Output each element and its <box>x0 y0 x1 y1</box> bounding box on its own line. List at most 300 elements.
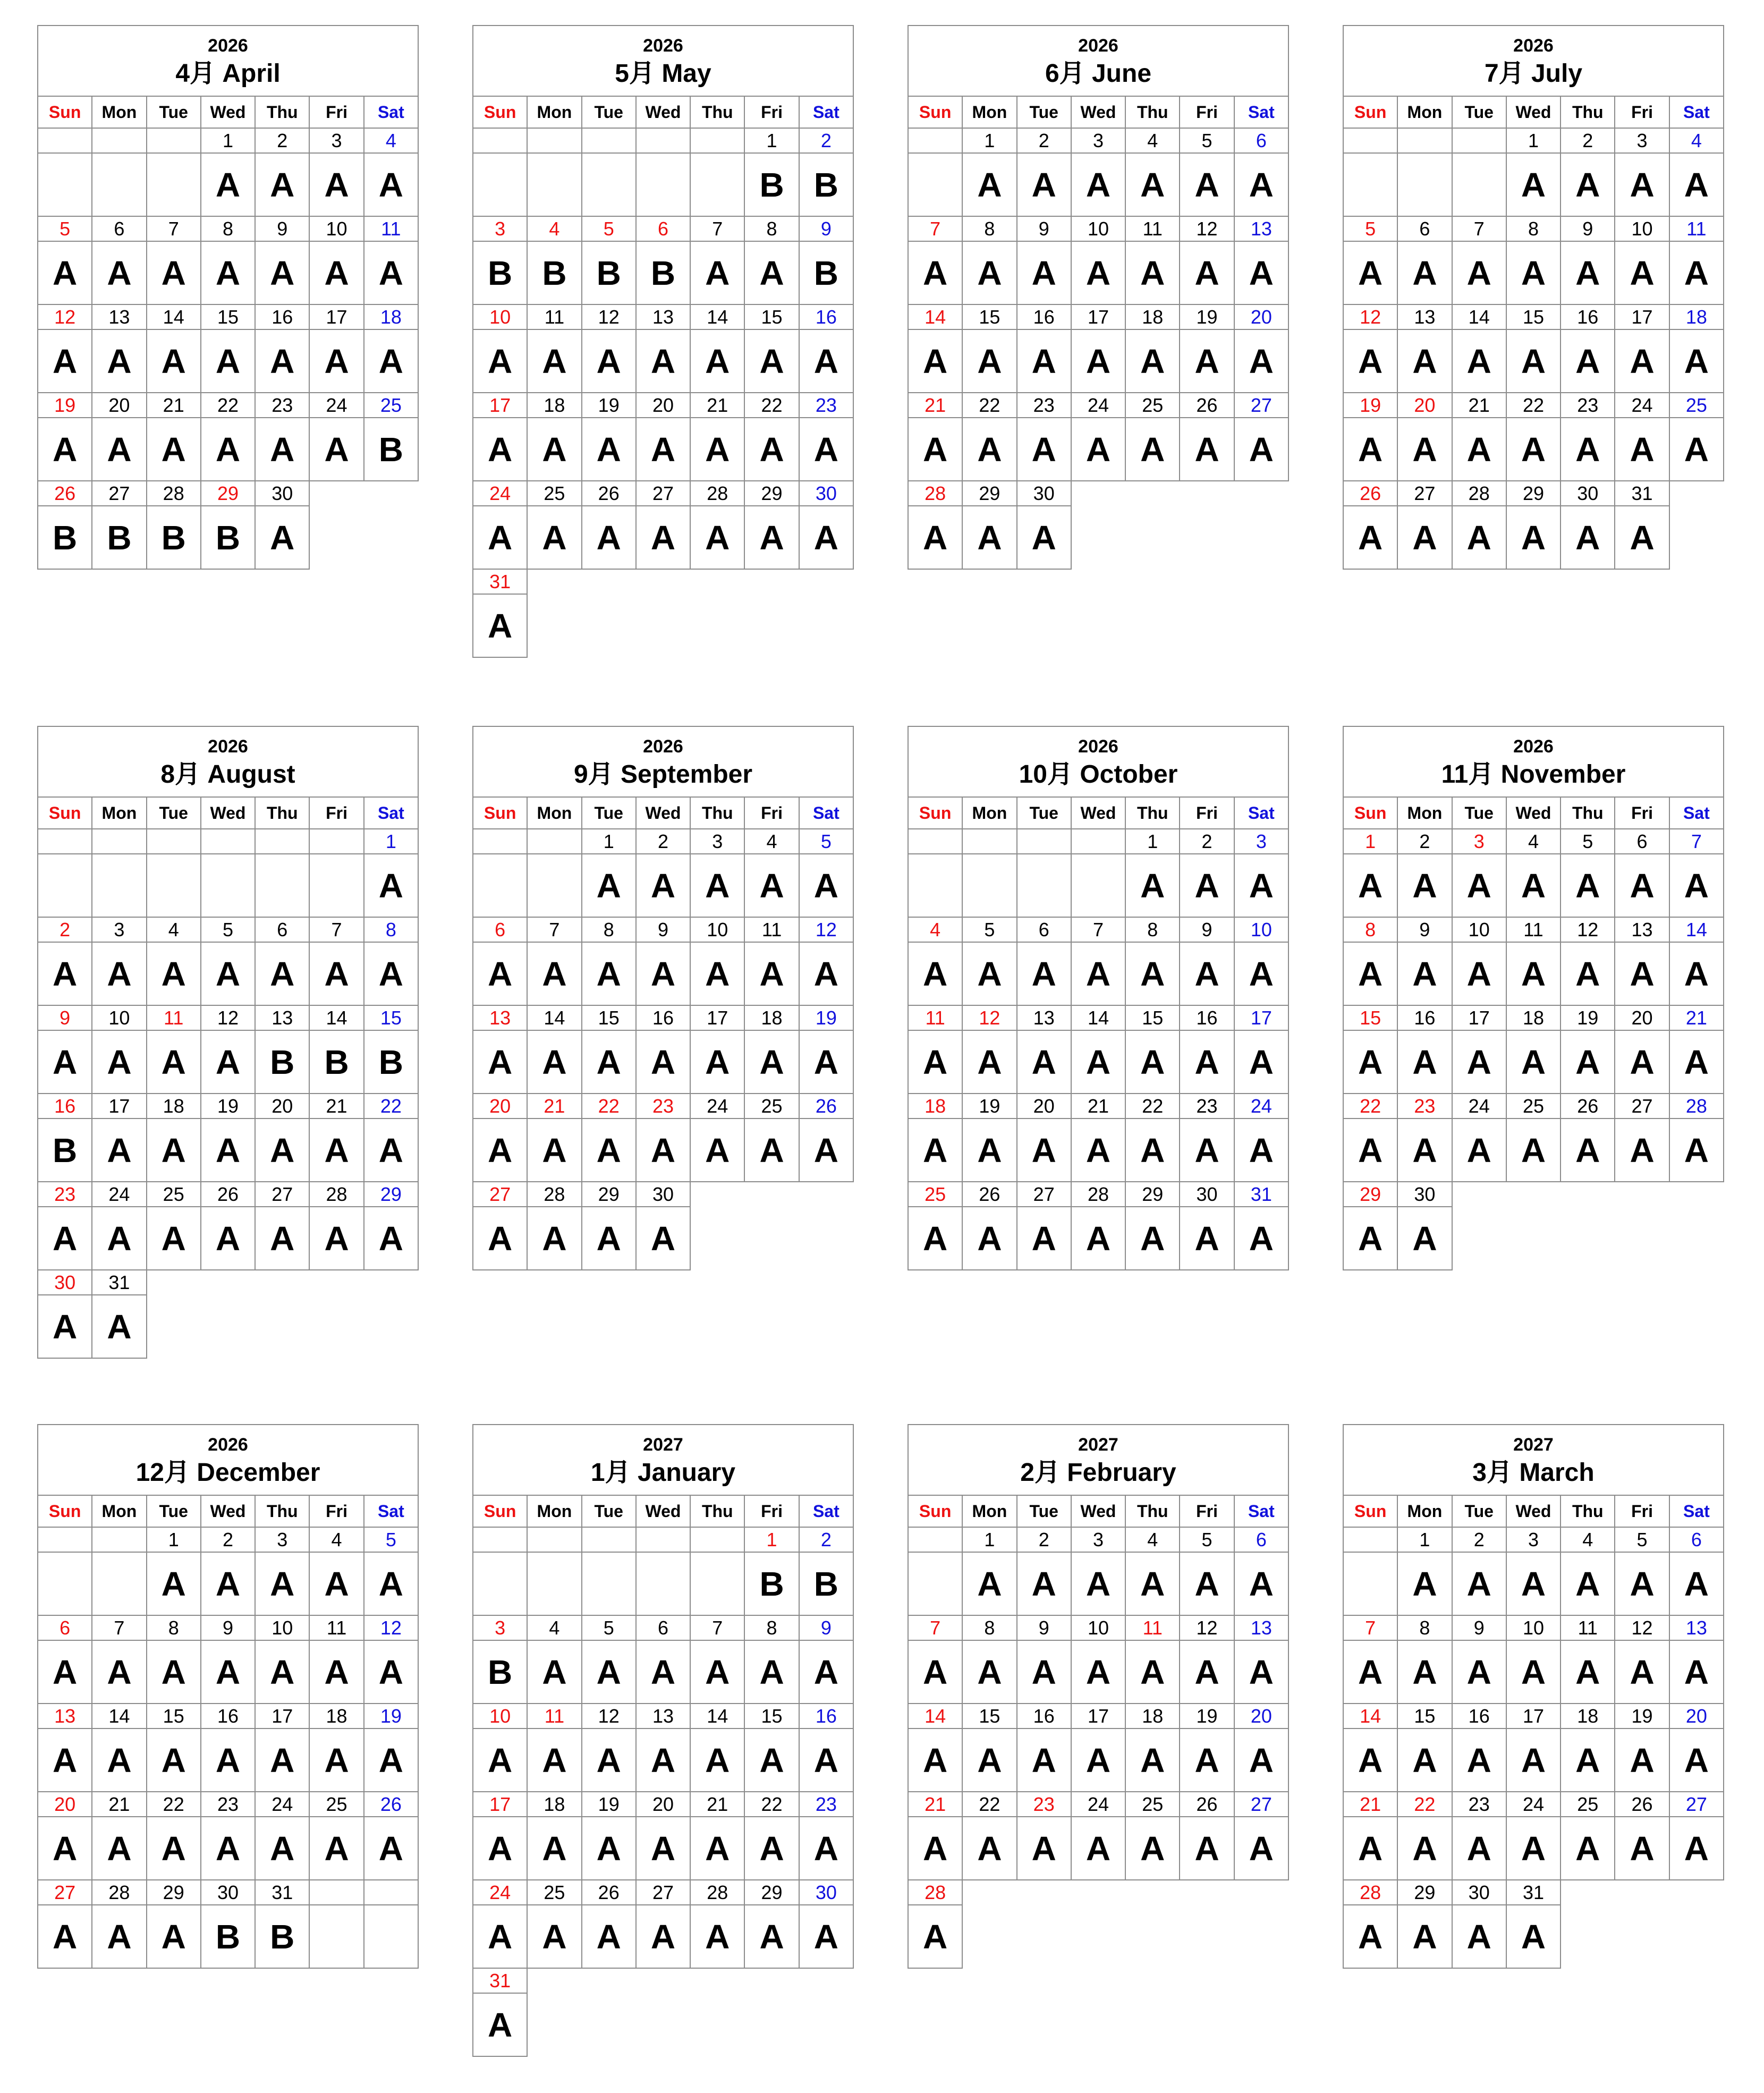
day-code[interactable]: A <box>473 594 527 657</box>
day-code[interactable]: A <box>690 1118 744 1182</box>
day-code[interactable]: A <box>582 329 636 393</box>
day-code[interactable]: A <box>147 1207 201 1270</box>
day-code[interactable]: A <box>690 418 744 481</box>
day-code[interactable]: A <box>1125 1552 1180 1615</box>
day-code[interactable]: A <box>1180 1640 1234 1704</box>
day-code[interactable]: A <box>1506 854 1561 917</box>
day-code[interactable]: A <box>364 153 418 216</box>
day-code[interactable]: A <box>1343 241 1397 304</box>
day-code[interactable]: A <box>962 1728 1016 1792</box>
day-code[interactable]: A <box>527 1817 581 1880</box>
day-code[interactable]: A <box>92 1817 146 1880</box>
day-code[interactable]: A <box>147 241 201 304</box>
day-code[interactable]: A <box>1669 1030 1724 1094</box>
day-code[interactable]: A <box>744 942 799 1005</box>
day-code[interactable]: A <box>1669 1552 1724 1615</box>
day-code[interactable]: A <box>364 329 418 393</box>
day-code[interactable]: A <box>908 942 962 1005</box>
day-code[interactable]: A <box>1506 1640 1561 1704</box>
day-code[interactable]: A <box>1397 506 1452 569</box>
day-code[interactable]: A <box>364 1817 418 1880</box>
day-code[interactable]: A <box>92 1905 146 1968</box>
day-code[interactable]: A <box>1397 1817 1452 1880</box>
day-code[interactable]: A <box>1397 418 1452 481</box>
day-code[interactable]: A <box>799 1817 853 1880</box>
day-code[interactable]: A <box>1071 329 1125 393</box>
day-code[interactable]: A <box>473 1993 527 2056</box>
day-code[interactable]: A <box>1071 1030 1125 1094</box>
day-code[interactable]: A <box>309 1817 363 1880</box>
day-code[interactable]: A <box>1125 418 1180 481</box>
day-code[interactable]: B <box>38 1118 92 1182</box>
day-code[interactable]: A <box>38 329 92 393</box>
day-code[interactable]: A <box>255 1118 309 1182</box>
day-code[interactable]: B <box>38 506 92 569</box>
day-code[interactable]: A <box>690 854 744 917</box>
day-code[interactable]: A <box>908 1118 962 1182</box>
day-code[interactable]: A <box>1343 854 1397 917</box>
day-code[interactable]: A <box>309 241 363 304</box>
day-code[interactable]: A <box>908 418 962 481</box>
day-code[interactable]: A <box>1452 1728 1506 1792</box>
day-code[interactable]: A <box>147 418 201 481</box>
day-code[interactable]: A <box>636 1118 690 1182</box>
day-code[interactable]: A <box>1071 1207 1125 1270</box>
day-code[interactable]: A <box>201 1817 255 1880</box>
day-code[interactable]: A <box>1343 329 1397 393</box>
day-code[interactable]: A <box>201 1728 255 1792</box>
day-code[interactable]: A <box>147 1552 201 1615</box>
day-code[interactable]: A <box>962 1030 1016 1094</box>
day-code[interactable]: A <box>201 418 255 481</box>
day-code[interactable]: A <box>309 1728 363 1792</box>
day-code[interactable]: B <box>799 153 853 216</box>
day-code[interactable]: A <box>92 1728 146 1792</box>
day-code[interactable]: A <box>908 1640 962 1704</box>
day-code[interactable]: A <box>690 1030 744 1094</box>
day-code[interactable]: A <box>1180 1030 1234 1094</box>
day-code[interactable]: A <box>1071 942 1125 1005</box>
day-code[interactable]: A <box>1343 1817 1397 1880</box>
day-code[interactable]: A <box>255 1640 309 1704</box>
day-code[interactable]: A <box>582 1207 636 1270</box>
day-code[interactable]: B <box>744 1552 799 1615</box>
day-code[interactable]: A <box>908 506 962 569</box>
day-code[interactable]: B <box>473 241 527 304</box>
day-code[interactable]: A <box>1017 1817 1071 1880</box>
day-code[interactable]: A <box>473 1118 527 1182</box>
day-code[interactable]: A <box>1506 942 1561 1005</box>
day-code[interactable]: A <box>1452 329 1506 393</box>
day-code[interactable]: A <box>1343 1118 1397 1182</box>
day-code[interactable]: A <box>527 1728 581 1792</box>
day-code[interactable]: A <box>744 1030 799 1094</box>
day-code[interactable]: A <box>1125 854 1180 917</box>
day-code[interactable]: A <box>1561 1728 1615 1792</box>
day-code[interactable]: A <box>527 942 581 1005</box>
day-code[interactable]: A <box>1561 241 1615 304</box>
day-code[interactable]: A <box>799 1030 853 1094</box>
day-code[interactable]: A <box>1615 1552 1669 1615</box>
day-code[interactable]: A <box>1452 1640 1506 1704</box>
day-code[interactable]: A <box>1125 153 1180 216</box>
day-code[interactable]: A <box>962 1817 1016 1880</box>
day-code[interactable]: A <box>908 1905 962 1968</box>
day-code[interactable]: A <box>364 1207 418 1270</box>
day-code[interactable]: A <box>1125 1640 1180 1704</box>
day-code[interactable]: A <box>527 1030 581 1094</box>
day-code[interactable]: A <box>364 241 418 304</box>
day-code[interactable]: A <box>1397 1118 1452 1182</box>
day-code[interactable]: A <box>1452 1030 1506 1094</box>
day-code[interactable]: A <box>799 506 853 569</box>
day-code[interactable]: A <box>92 1030 146 1094</box>
day-code[interactable]: A <box>92 241 146 304</box>
day-code[interactable]: A <box>799 854 853 917</box>
day-code[interactable]: A <box>473 418 527 481</box>
day-code[interactable]: A <box>364 1118 418 1182</box>
day-code[interactable]: A <box>309 1552 363 1615</box>
day-code[interactable]: A <box>255 1552 309 1615</box>
day-code[interactable]: A <box>744 854 799 917</box>
day-code[interactable]: A <box>1452 1552 1506 1615</box>
day-code[interactable]: A <box>962 942 1016 1005</box>
day-code[interactable]: A <box>201 1640 255 1704</box>
day-code[interactable]: A <box>473 1207 527 1270</box>
day-code[interactable]: A <box>309 153 363 216</box>
day-code[interactable]: A <box>1017 942 1071 1005</box>
day-code[interactable]: A <box>1397 1728 1452 1792</box>
day-code[interactable]: A <box>1561 1640 1615 1704</box>
day-code[interactable]: A <box>1506 1817 1561 1880</box>
day-code[interactable]: A <box>1452 1817 1506 1880</box>
day-code[interactable]: A <box>1615 1817 1669 1880</box>
day-code[interactable]: A <box>1615 1118 1669 1182</box>
day-code[interactable]: A <box>799 329 853 393</box>
day-code[interactable]: A <box>1125 1207 1180 1270</box>
day-code[interactable]: A <box>1506 1552 1561 1615</box>
day-code[interactable]: A <box>1234 1207 1288 1270</box>
day-code[interactable]: A <box>582 1728 636 1792</box>
day-code[interactable]: A <box>908 241 962 304</box>
day-code[interactable]: A <box>636 1905 690 1968</box>
day-code[interactable]: A <box>582 1640 636 1704</box>
day-code[interactable]: A <box>690 1640 744 1704</box>
day-code[interactable]: B <box>255 1030 309 1094</box>
day-code[interactable]: A <box>201 1118 255 1182</box>
day-code[interactable]: A <box>908 1207 962 1270</box>
day-code[interactable]: A <box>1071 418 1125 481</box>
day-code[interactable]: A <box>1452 241 1506 304</box>
day-code[interactable]: A <box>147 1728 201 1792</box>
day-code[interactable]: A <box>799 1905 853 1968</box>
day-code[interactable]: A <box>1125 1118 1180 1182</box>
day-code[interactable]: A <box>1017 153 1071 216</box>
day-code[interactable]: A <box>636 854 690 917</box>
day-code[interactable]: A <box>1125 1728 1180 1792</box>
day-code[interactable]: A <box>473 506 527 569</box>
day-code[interactable]: A <box>364 942 418 1005</box>
day-code[interactable]: A <box>690 1905 744 1968</box>
day-code[interactable]: A <box>1506 241 1561 304</box>
day-code[interactable]: A <box>1071 1728 1125 1792</box>
day-code[interactable]: A <box>690 329 744 393</box>
day-code[interactable]: A <box>92 1207 146 1270</box>
day-code[interactable]: B <box>527 241 581 304</box>
day-code[interactable]: B <box>364 1030 418 1094</box>
day-code[interactable]: B <box>744 153 799 216</box>
day-code[interactable]: A <box>364 1552 418 1615</box>
day-code[interactable]: A <box>1125 1817 1180 1880</box>
day-code[interactable]: B <box>147 506 201 569</box>
day-code[interactable]: A <box>1180 1207 1234 1270</box>
day-code[interactable]: A <box>527 1118 581 1182</box>
day-code[interactable]: A <box>527 329 581 393</box>
day-code[interactable]: A <box>1343 418 1397 481</box>
day-code[interactable]: A <box>1669 854 1724 917</box>
day-code[interactable]: B <box>799 1552 853 1615</box>
day-code[interactable]: A <box>201 942 255 1005</box>
day-code[interactable]: A <box>1669 329 1724 393</box>
day-code[interactable]: A <box>309 418 363 481</box>
day-code[interactable]: A <box>1506 418 1561 481</box>
day-code[interactable]: A <box>744 506 799 569</box>
day-code[interactable]: A <box>255 241 309 304</box>
day-code[interactable]: A <box>1615 418 1669 481</box>
day-code[interactable]: B <box>582 241 636 304</box>
day-code[interactable]: A <box>38 1728 92 1792</box>
day-code[interactable]: A <box>1452 942 1506 1005</box>
day-code[interactable]: A <box>744 329 799 393</box>
day-code[interactable]: A <box>744 241 799 304</box>
day-code[interactable]: A <box>1506 1030 1561 1094</box>
day-code[interactable]: A <box>92 329 146 393</box>
day-code[interactable]: A <box>92 1118 146 1182</box>
day-code[interactable]: A <box>1615 854 1669 917</box>
day-code[interactable]: A <box>1561 1817 1615 1880</box>
day-code[interactable]: A <box>201 1030 255 1094</box>
day-code[interactable]: A <box>1452 1118 1506 1182</box>
day-code[interactable]: A <box>1180 942 1234 1005</box>
day-code[interactable]: A <box>1234 1030 1288 1094</box>
day-code[interactable]: A <box>962 241 1016 304</box>
day-code[interactable]: A <box>1180 1552 1234 1615</box>
day-code[interactable]: A <box>744 1118 799 1182</box>
day-code[interactable]: A <box>255 1817 309 1880</box>
day-code[interactable]: A <box>527 1640 581 1704</box>
day-code[interactable]: A <box>582 506 636 569</box>
day-code[interactable]: A <box>1561 153 1615 216</box>
day-code[interactable]: A <box>744 418 799 481</box>
day-code[interactable]: A <box>473 329 527 393</box>
day-code[interactable]: A <box>1397 1552 1452 1615</box>
day-code[interactable]: A <box>38 1640 92 1704</box>
day-code[interactable]: A <box>364 1728 418 1792</box>
day-code[interactable]: A <box>473 1030 527 1094</box>
day-code[interactable]: A <box>636 1030 690 1094</box>
day-code[interactable]: B <box>201 506 255 569</box>
day-code[interactable]: A <box>364 854 418 917</box>
day-code[interactable]: B <box>309 1030 363 1094</box>
day-code[interactable]: A <box>1615 1640 1669 1704</box>
day-code[interactable]: B <box>364 418 418 481</box>
day-code[interactable]: A <box>1615 241 1669 304</box>
day-code[interactable]: A <box>1452 1905 1506 1968</box>
day-code[interactable]: A <box>744 1817 799 1880</box>
day-code[interactable]: A <box>201 1207 255 1270</box>
day-code[interactable]: A <box>1669 1817 1724 1880</box>
day-code[interactable]: A <box>799 1640 853 1704</box>
day-code[interactable]: A <box>1234 942 1288 1005</box>
day-code[interactable]: A <box>309 942 363 1005</box>
day-code[interactable]: A <box>1180 1118 1234 1182</box>
day-code[interactable]: A <box>1180 153 1234 216</box>
day-code[interactable]: A <box>962 1552 1016 1615</box>
day-code[interactable]: A <box>582 1817 636 1880</box>
day-code[interactable]: A <box>962 1640 1016 1704</box>
day-code[interactable]: A <box>255 329 309 393</box>
day-code[interactable]: A <box>1071 1118 1125 1182</box>
day-code[interactable]: A <box>1234 1552 1288 1615</box>
day-code[interactable]: B <box>201 1905 255 1968</box>
day-code[interactable]: A <box>636 329 690 393</box>
day-code[interactable]: A <box>1506 153 1561 216</box>
day-code[interactable]: A <box>962 1207 1016 1270</box>
day-code[interactable]: A <box>636 942 690 1005</box>
day-code[interactable]: A <box>962 329 1016 393</box>
day-code[interactable]: A <box>92 942 146 1005</box>
day-code[interactable]: A <box>1343 1728 1397 1792</box>
day-code[interactable]: A <box>1669 153 1724 216</box>
day-code[interactable]: B <box>92 506 146 569</box>
day-code[interactable]: A <box>690 942 744 1005</box>
day-code[interactable]: A <box>1561 418 1615 481</box>
day-code[interactable]: A <box>1017 1030 1071 1094</box>
day-code[interactable]: A <box>1397 942 1452 1005</box>
day-code[interactable]: A <box>255 418 309 481</box>
day-code[interactable]: A <box>1343 1030 1397 1094</box>
day-code[interactable]: A <box>255 1728 309 1792</box>
day-code[interactable]: A <box>1180 418 1234 481</box>
day-code[interactable]: A <box>1397 854 1452 917</box>
day-code[interactable]: A <box>908 1030 962 1094</box>
day-code[interactable]: B <box>799 241 853 304</box>
day-code[interactable]: A <box>255 153 309 216</box>
day-code[interactable]: A <box>1180 854 1234 917</box>
day-code[interactable]: A <box>962 153 1016 216</box>
day-code[interactable]: A <box>38 241 92 304</box>
day-code[interactable]: A <box>309 329 363 393</box>
day-code[interactable]: A <box>1234 1640 1288 1704</box>
day-code[interactable]: A <box>201 1552 255 1615</box>
day-code[interactable]: A <box>92 1295 146 1358</box>
day-code[interactable]: A <box>1343 506 1397 569</box>
day-code[interactable]: A <box>1180 241 1234 304</box>
day-code[interactable]: A <box>1506 1118 1561 1182</box>
day-code[interactable]: A <box>1506 1905 1561 1968</box>
day-code[interactable]: A <box>1669 241 1724 304</box>
day-code[interactable]: A <box>1017 1207 1071 1270</box>
day-code[interactable]: A <box>1071 153 1125 216</box>
day-code[interactable]: A <box>1452 854 1506 917</box>
day-code[interactable]: A <box>1234 854 1288 917</box>
day-code[interactable]: A <box>1017 506 1071 569</box>
day-code[interactable]: A <box>799 1118 853 1182</box>
day-code[interactable]: A <box>473 1905 527 1968</box>
day-code[interactable]: A <box>1017 1640 1071 1704</box>
day-code[interactable]: A <box>1071 1817 1125 1880</box>
day-code[interactable]: A <box>962 1118 1016 1182</box>
day-code[interactable]: A <box>473 942 527 1005</box>
day-code[interactable]: A <box>1017 1552 1071 1615</box>
day-code[interactable]: A <box>473 1817 527 1880</box>
day-code[interactable]: A <box>38 1817 92 1880</box>
day-code[interactable]: A <box>582 1118 636 1182</box>
day-code[interactable]: A <box>364 1640 418 1704</box>
day-code[interactable]: A <box>1397 1640 1452 1704</box>
day-code[interactable]: A <box>1343 1905 1397 1968</box>
day-code[interactable]: A <box>92 418 146 481</box>
day-code[interactable]: A <box>1397 1030 1452 1094</box>
day-code[interactable]: A <box>1017 241 1071 304</box>
day-code[interactable]: A <box>92 1640 146 1704</box>
day-code[interactable]: A <box>744 1640 799 1704</box>
day-code[interactable]: A <box>799 418 853 481</box>
day-code[interactable]: A <box>147 942 201 1005</box>
day-code[interactable]: A <box>1234 418 1288 481</box>
day-code[interactable]: A <box>1615 1728 1669 1792</box>
day-code[interactable]: A <box>1561 1552 1615 1615</box>
day-code[interactable]: A <box>799 942 853 1005</box>
day-code[interactable]: A <box>690 506 744 569</box>
day-code[interactable]: A <box>1343 942 1397 1005</box>
day-code[interactable]: A <box>1506 1728 1561 1792</box>
day-code[interactable]: A <box>255 942 309 1005</box>
day-code[interactable]: A <box>527 1905 581 1968</box>
day-code[interactable]: A <box>1452 506 1506 569</box>
day-code[interactable]: A <box>1071 1640 1125 1704</box>
day-code[interactable]: A <box>147 1905 201 1968</box>
day-code[interactable]: A <box>147 1640 201 1704</box>
day-code[interactable]: A <box>636 1207 690 1270</box>
day-code[interactable]: A <box>1017 1118 1071 1182</box>
day-code[interactable]: A <box>147 1817 201 1880</box>
day-code[interactable]: A <box>38 1295 92 1358</box>
day-code[interactable]: A <box>1669 1118 1724 1182</box>
day-code[interactable]: A <box>201 153 255 216</box>
day-code[interactable]: A <box>908 1817 962 1880</box>
day-code[interactable]: A <box>582 418 636 481</box>
day-code[interactable]: A <box>1397 1905 1452 1968</box>
day-code[interactable]: A <box>147 1030 201 1094</box>
day-code[interactable]: A <box>1125 942 1180 1005</box>
day-code[interactable]: A <box>1234 1728 1288 1792</box>
day-code[interactable]: A <box>1397 1207 1452 1270</box>
day-code[interactable]: A <box>1561 1030 1615 1094</box>
day-code[interactable]: A <box>1180 1728 1234 1792</box>
day-code[interactable]: A <box>962 418 1016 481</box>
day-code[interactable]: A <box>908 329 962 393</box>
day-code[interactable]: A <box>908 1728 962 1792</box>
day-code[interactable]: A <box>1180 1817 1234 1880</box>
day-code[interactable]: A <box>1452 418 1506 481</box>
day-code[interactable]: A <box>527 418 581 481</box>
day-code[interactable]: A <box>690 1817 744 1880</box>
day-code[interactable]: A <box>1180 329 1234 393</box>
day-code[interactable]: A <box>1615 329 1669 393</box>
day-code[interactable]: A <box>1071 241 1125 304</box>
day-code[interactable]: A <box>38 1030 92 1094</box>
